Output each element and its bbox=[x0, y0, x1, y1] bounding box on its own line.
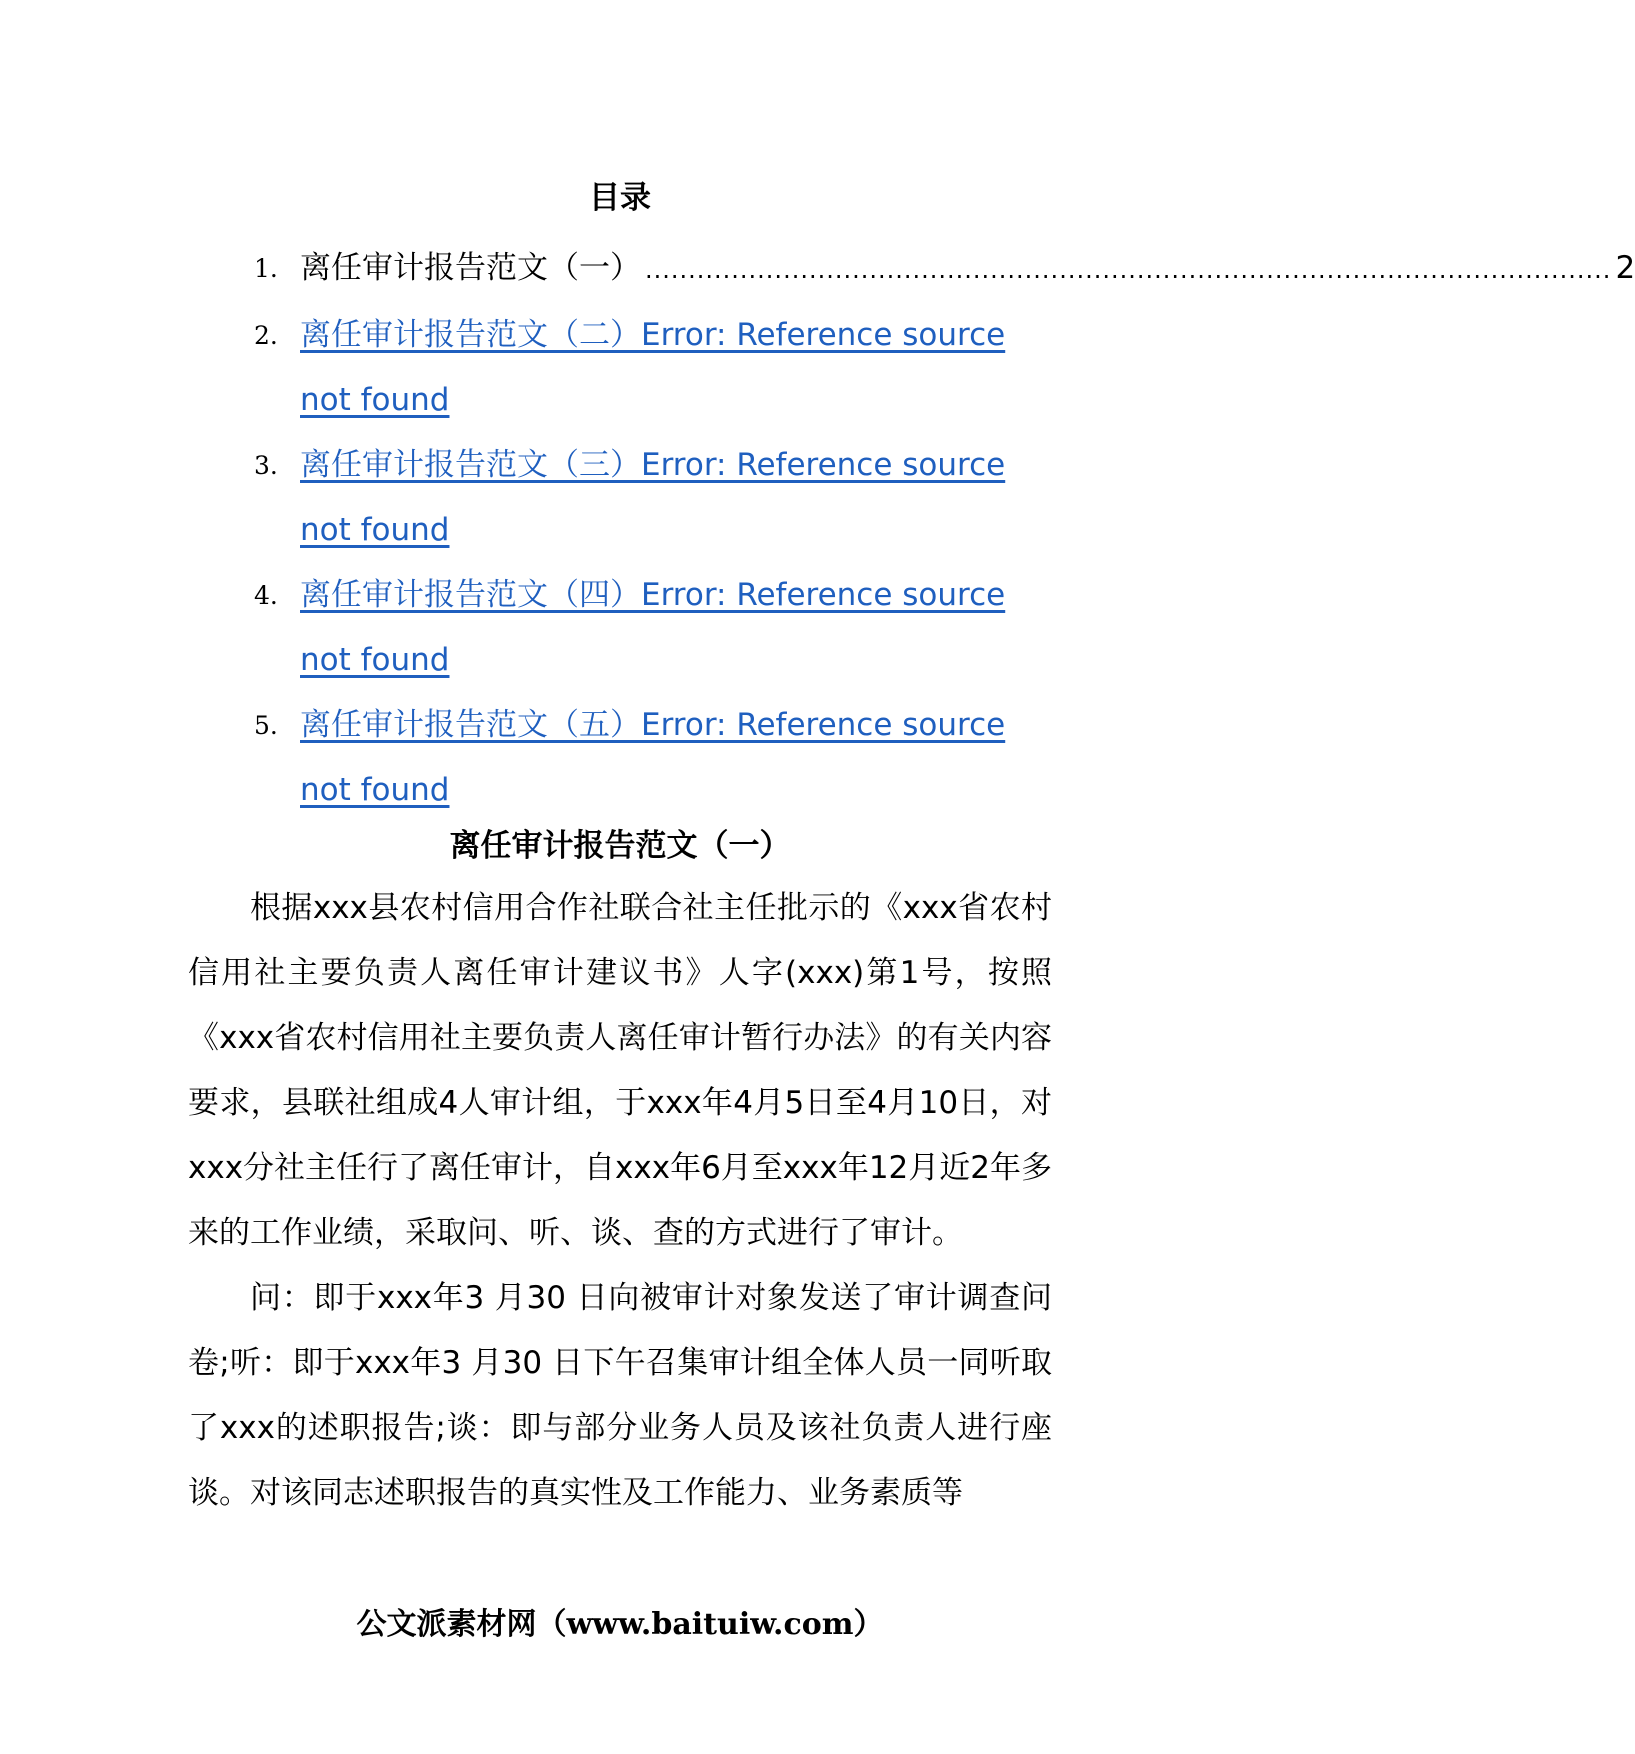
toc-entry-link[interactable]: 离任审计报告范文（四）Error: Reference source not found bbox=[300, 577, 1006, 678]
toc-entry-5[interactable] bbox=[254, 693, 1054, 823]
toc-entry-link[interactable]: 离任审计报告范文（三）Error: Reference source not found bbox=[300, 447, 1006, 548]
toc-entry-4[interactable] bbox=[254, 563, 1054, 693]
body-paragraph: 根据xxx县农村信用合作社联合社主任批示的《xxx省农村信用社主要负责人离任审计建议书》人字(xxx)第1号，按照《xxx省农村信用社主要负责人离任审计暂行办法》的有关内容要求，县联社组成4人审计组，于xxx年4月5日至4月10日，对xxx分社主任行了离任审计，自xxx年6月至xxx年12月近2年多来的工作业绩，采取问、听、谈、查的方式进行了审计。 bbox=[188, 890, 1053, 1251]
toc-dot-leader: ................................................................................................................ bbox=[645, 256, 1612, 284]
toc-entry-number: 4. bbox=[254, 581, 278, 610]
section-body bbox=[188, 876, 1052, 1526]
toc-page-number: 2 bbox=[1615, 250, 1635, 286]
toc-entry-number: 5. bbox=[254, 711, 278, 740]
toc-entry-text[interactable]: 离任审计报告范文（一） bbox=[300, 250, 641, 286]
toc-entry-number: 2. bbox=[254, 321, 278, 350]
toc-entry-link[interactable]: 离任审计报告范文（二）Error: Reference source not found bbox=[300, 317, 1006, 418]
toc-entry-2[interactable] bbox=[254, 303, 1054, 433]
toc-entry-3[interactable] bbox=[254, 433, 1054, 563]
page-footer: 公文派素材网（www.baituiw.com） bbox=[356, 1607, 884, 1642]
toc-entry-number: 3. bbox=[254, 451, 278, 480]
toc-entry-link[interactable]: 离任审计报告范文（五）Error: Reference source not found bbox=[300, 707, 1006, 808]
section-title: 离任审计报告范文（一） bbox=[449, 828, 791, 864]
body-paragraph: 问：即于xxx年3 月30 日向被审计对象发送了审计调查问卷;听：即于xxx年3 月30 日下午召集审计组全体人员一同听取了xxx的述职报告;谈：即与部分业务人员及该社负责人进行座谈。对该同志述职报告的真实性及工作能力、业务素质等 bbox=[188, 1280, 1052, 1511]
toc-title: 目录 bbox=[589, 180, 651, 216]
table-of-contents bbox=[254, 236, 1635, 823]
toc-entry-1[interactable] bbox=[254, 236, 1635, 303]
toc-entry-number: 1. bbox=[254, 254, 278, 283]
